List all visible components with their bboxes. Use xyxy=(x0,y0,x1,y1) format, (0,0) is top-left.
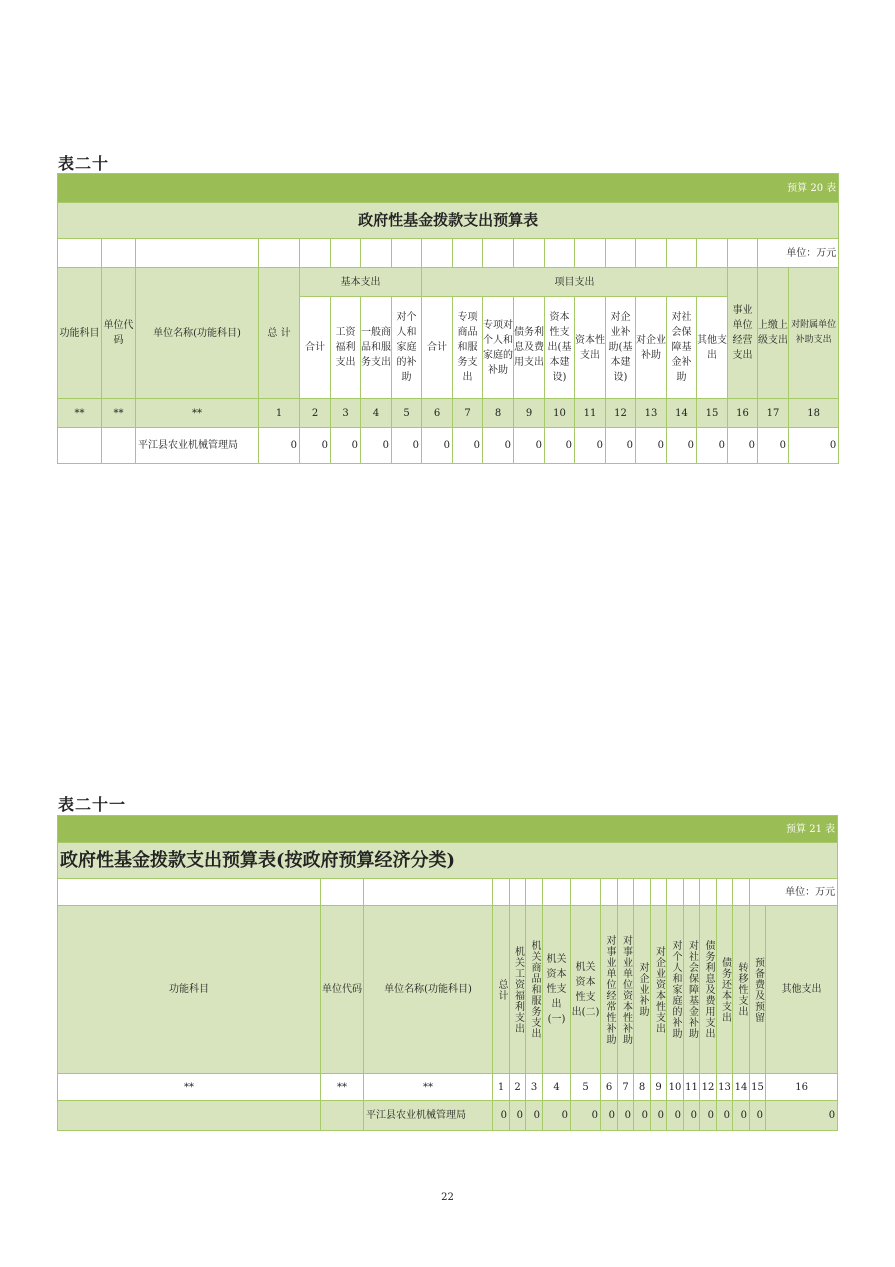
table21-cell: 0 xyxy=(571,1101,601,1131)
table21-label: 表二十一 xyxy=(58,795,127,814)
table20-label: 表二十 xyxy=(58,154,110,173)
table20-cell: 0 xyxy=(606,428,636,464)
table20-row-code xyxy=(102,428,136,464)
table21-header-col: 对企业资本性支出 xyxy=(653,945,665,1034)
table21-cell: 0 xyxy=(543,1101,571,1131)
table20-colnum: 11 xyxy=(575,399,606,428)
table21-header-col: 机关商品和服务支出 xyxy=(529,940,540,1039)
table20-proj-sub: 专项对个人和家庭的补助 xyxy=(483,297,514,399)
table20-proj-sub: 对企业补助 xyxy=(636,297,667,399)
table21-colnum: 14 xyxy=(733,1074,750,1101)
table20-colnum: 14 xyxy=(667,399,697,428)
table20-basic-sub: 工资福利支出 xyxy=(331,297,361,399)
table21-colnum: 6 xyxy=(601,1074,618,1101)
table20-proj-sub: 专项商品和服务支出 xyxy=(453,297,483,399)
table21-colnum: 4 xyxy=(543,1074,571,1101)
table20-colnum: 3 xyxy=(331,399,361,428)
table21-header-col: 机关资本性支出(一) xyxy=(543,906,571,1074)
table20-basic-sub: 合计 xyxy=(300,297,331,399)
table20-proj-sub: 债务利息及费用支出 xyxy=(514,297,545,399)
table20-cell: 0 xyxy=(728,428,758,464)
table20-proj-sub: 资本性支出 xyxy=(575,297,606,399)
table21-header-col: 对个人和家庭的补助 xyxy=(670,940,681,1039)
table21-title: 政府性基金拨款支出预算表(按政府预算经济分类) xyxy=(58,843,838,879)
table21-colnum: 7 xyxy=(618,1074,634,1101)
table20-proj-sub: 其他支出 xyxy=(697,297,728,399)
table21-colnum: 3 xyxy=(526,1074,543,1101)
table20-cell: 0 xyxy=(331,428,361,464)
table21-colnum: 2 xyxy=(510,1074,526,1101)
table20-colnum: 18 xyxy=(789,399,839,428)
table20-row-name: 平江县农业机械管理局 xyxy=(136,428,259,464)
table21-colnum: 11 xyxy=(684,1074,700,1101)
table21-cell: 0 xyxy=(733,1101,750,1131)
table21-row xyxy=(58,1101,838,1131)
table20-title: 政府性基金拨款支出预算表 xyxy=(58,203,839,239)
table20-header-total: 总 计 xyxy=(259,268,300,399)
page-number: 22 xyxy=(441,1192,454,1203)
table21-header-col: 其他支出 xyxy=(766,906,838,1074)
table21-header-col: 债务还本支出 xyxy=(719,956,731,1023)
table21-header-col: 对事业单位资本性补助 xyxy=(620,934,632,1045)
table21-colnum: 16 xyxy=(766,1074,838,1101)
table21-colnum: 1 xyxy=(493,1074,510,1101)
table20-cell: 0 xyxy=(361,428,392,464)
table20-tag: 预算 20 表 xyxy=(58,174,839,203)
table20-cell: 0 xyxy=(758,428,789,464)
table20-colnum: 6 xyxy=(422,399,453,428)
table20-unit: 单位：万元 xyxy=(758,239,839,268)
table21-row-code xyxy=(321,1101,364,1131)
table21-cell: 0 xyxy=(766,1101,838,1131)
table20-colnum: 12 xyxy=(606,399,636,428)
table20-colnum: 5 xyxy=(392,399,422,428)
table21-cell: 0 xyxy=(667,1101,684,1131)
table20-colnum: 10 xyxy=(545,399,575,428)
table21-cell: 0 xyxy=(601,1101,618,1131)
table21-colnum: 15 xyxy=(750,1074,766,1101)
table21-cell: 0 xyxy=(684,1101,700,1131)
table20-header-basic: 基本支出 xyxy=(300,268,422,297)
table21-cell: 0 xyxy=(493,1101,510,1131)
table20-colnum: 15 xyxy=(697,399,728,428)
table20-colnum: 9 xyxy=(514,399,545,428)
table21-header-col: 机关资本性支出(二) xyxy=(571,906,601,1074)
table20-star: ** xyxy=(102,399,136,428)
table21-header-col: 转移性支出 xyxy=(736,962,747,1017)
table21-cell: 0 xyxy=(700,1101,717,1131)
table21-tag: 预算 21 表 xyxy=(58,816,838,843)
table21-header-col: 债务利息及费用支出 xyxy=(703,940,714,1039)
table20-cell: 0 xyxy=(636,428,667,464)
table20-header-subsidy: 对附属单位补助支出 xyxy=(789,268,839,399)
table21-header-col: 机关工资福利支出 xyxy=(512,945,524,1034)
table20-cell: 0 xyxy=(422,428,453,464)
table20-cell: 0 xyxy=(697,428,728,464)
table20-cell: 0 xyxy=(300,428,331,464)
table20-header-code: 单位代码 xyxy=(102,268,136,399)
table21-header-col: 总计 xyxy=(496,978,507,1001)
table21-cell: 0 xyxy=(651,1101,667,1131)
table21-header-col: 对社会保障基金补助 xyxy=(686,940,698,1039)
table21-header-name: 单位名称(功能科目) xyxy=(364,906,493,1074)
table20-star: ** xyxy=(58,399,102,428)
table21-header-code: 单位代码 xyxy=(321,906,364,1074)
table20-cell: 0 xyxy=(259,428,300,464)
table21-colnum: 8 xyxy=(634,1074,651,1101)
table21-colnum: 10 xyxy=(667,1074,684,1101)
table20-colnum: 2 xyxy=(300,399,331,428)
table21-colnum: 5 xyxy=(571,1074,601,1101)
table20-cell: 0 xyxy=(545,428,575,464)
table20-cell: 0 xyxy=(392,428,422,464)
table21-cell: 0 xyxy=(526,1101,543,1131)
table20-colnum: 7 xyxy=(453,399,483,428)
table21-header-col: 对事业单位经常性补助 xyxy=(604,934,615,1045)
table20-cell: 0 xyxy=(483,428,514,464)
table20-cell: 0 xyxy=(667,428,697,464)
table21-header-col: 预备费及预留 xyxy=(752,956,764,1023)
table20-colnum: 1 xyxy=(259,399,300,428)
table21-star: ** xyxy=(364,1074,493,1101)
table21-header-func: 功能科目 xyxy=(58,906,321,1074)
table20-header-project: 项目支出 xyxy=(422,268,728,297)
table20-colnum: 17 xyxy=(758,399,789,428)
table21-colnum: 13 xyxy=(717,1074,733,1101)
table20-cell: 0 xyxy=(514,428,545,464)
table21-header-col: 对企业补助 xyxy=(637,962,648,1017)
table20-proj-sub: 对企业补助(基本建设) xyxy=(606,297,636,399)
table20-proj-sub: 对社会保障基金补助 xyxy=(667,297,697,399)
table20-colnum: 13 xyxy=(636,399,667,428)
table20-header-upper: 上缴上级支出 xyxy=(758,268,789,399)
table21-cell: 0 xyxy=(750,1101,766,1131)
table21-cell: 0 xyxy=(634,1101,651,1131)
table20-colnum: 16 xyxy=(728,399,758,428)
table20-colnum: 8 xyxy=(483,399,514,428)
table20-header-name: 单位名称(功能科目) xyxy=(136,268,259,399)
table21-unit: 单位：万元 xyxy=(750,879,838,906)
table20-basic-sub: 对个人和家庭的补助 xyxy=(392,297,422,399)
table20-basic-sub: 一般商品和服务支出 xyxy=(361,297,392,399)
table21-row-name: 平江县农业机械管理局 xyxy=(364,1101,493,1131)
table21-cell: 0 xyxy=(510,1101,526,1131)
table21-colnum: 12 xyxy=(700,1074,717,1101)
table21-star: ** xyxy=(321,1074,364,1101)
table20-proj-sub: 合计 xyxy=(422,297,453,399)
table20-colnum: 4 xyxy=(361,399,392,428)
table20-header-biz: 事业单位经营支出 xyxy=(728,268,758,399)
table21 xyxy=(57,815,838,1131)
table20-star: ** xyxy=(136,399,259,428)
table21-cell: 0 xyxy=(717,1101,733,1131)
table20-header-func: 功能科目 xyxy=(58,268,102,399)
table21-cell: 0 xyxy=(618,1101,634,1131)
table20 xyxy=(57,173,839,464)
table21-colnum: 9 xyxy=(651,1074,667,1101)
table20-cell: 0 xyxy=(453,428,483,464)
table21-star: ** xyxy=(58,1074,321,1101)
table20-cell: 0 xyxy=(789,428,839,464)
table20-cell: 0 xyxy=(575,428,606,464)
table20-proj-sub: 资本性支出(基本建设) xyxy=(545,297,575,399)
table20-row xyxy=(58,428,839,464)
